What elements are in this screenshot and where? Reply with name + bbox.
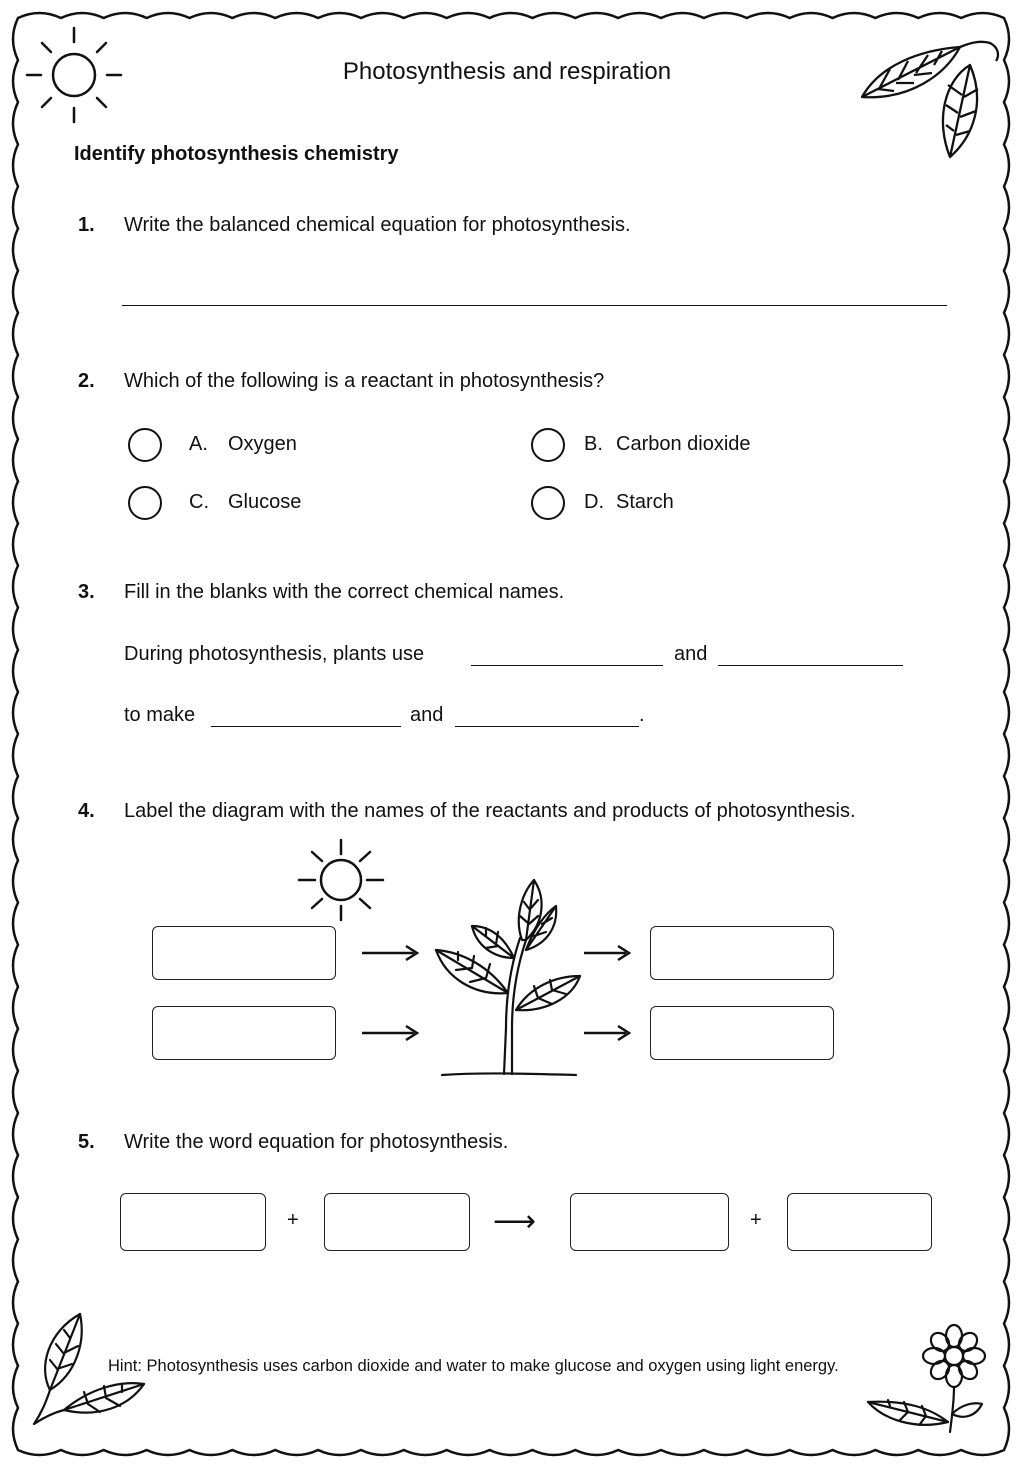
question-2-number: 2.: [78, 370, 95, 392]
diagram-product-box-1[interactable]: [650, 926, 834, 980]
arrow-icon: [582, 1023, 632, 1043]
diagram-reactant-box-2[interactable]: [152, 1006, 336, 1060]
leaves-icon: [28, 1312, 158, 1432]
answer-line[interactable]: [122, 305, 947, 306]
question-5-number: 5.: [78, 1131, 95, 1153]
blank-product-1[interactable]: [211, 726, 401, 727]
option-d-label: Starch: [616, 491, 674, 513]
question-3-number: 3.: [78, 581, 95, 603]
option-d-radio[interactable]: [531, 486, 565, 520]
blank-product-2[interactable]: [455, 726, 639, 727]
question-3-text: Fill in the blanks with the correct chemical names.: [124, 581, 565, 603]
arrow-icon: [360, 1023, 420, 1043]
diagram-sun-icon: [292, 836, 392, 926]
section-heading: Identify photosynthesis chemistry: [74, 143, 399, 165]
option-c-label: Glucose: [228, 491, 302, 513]
arrow-icon: [582, 943, 632, 963]
option-c-letter: C.: [189, 491, 209, 513]
option-a-radio[interactable]: [128, 428, 162, 462]
blank-reactant-1[interactable]: [471, 665, 663, 666]
plant-icon: [434, 878, 584, 1078]
hint-text: Hint: Photosynthesis uses carbon dioxide and water to make glucose and oxygen using light energy.: [108, 1357, 839, 1375]
equation-box-2[interactable]: [324, 1193, 470, 1251]
equation-box-1[interactable]: [120, 1193, 266, 1251]
question-4-text: Label the diagram with the names of the reactants and products of photosynthesis.: [124, 800, 856, 822]
option-a-letter: A.: [189, 433, 208, 455]
equation-box-3[interactable]: [570, 1193, 729, 1251]
question-4-number: 4.: [78, 800, 95, 822]
fill-and-2: and: [410, 704, 444, 726]
blank-reactant-2[interactable]: [718, 665, 903, 666]
flower-icon: [866, 1318, 986, 1438]
fill-period: .: [639, 704, 645, 726]
plus-sign: +: [750, 1209, 762, 1231]
page-title: Photosynthesis and respiration: [342, 58, 672, 85]
fill-sentence-part2: to make: [124, 704, 196, 726]
equation-arrow: ⟶: [493, 1205, 537, 1238]
option-c-radio[interactable]: [128, 486, 162, 520]
option-b-label: Carbon dioxide: [616, 433, 751, 455]
leaves-icon: [850, 25, 1010, 165]
option-b-letter: B.: [584, 433, 603, 455]
fill-sentence-part1: During photosynthesis, plants use: [124, 643, 425, 665]
arrow-icon: [360, 943, 420, 963]
option-d-letter: D.: [584, 491, 604, 513]
option-b-radio[interactable]: [531, 428, 565, 462]
diagram-reactant-box-1[interactable]: [152, 926, 336, 980]
equation-box-4[interactable]: [787, 1193, 932, 1251]
diagram-product-box-2[interactable]: [650, 1006, 834, 1060]
question-1-number: 1.: [78, 214, 95, 236]
question-5-text: Write the word equation for photosynthesis.: [124, 1131, 509, 1153]
option-a-label: Oxygen: [228, 433, 297, 455]
question-2-text: Which of the following is a reactant in photosynthesis?: [124, 370, 605, 392]
plus-sign: +: [287, 1209, 299, 1231]
fill-and-1: and: [674, 643, 708, 665]
question-1-text: Write the balanced chemical equation for photosynthesis.: [124, 214, 631, 236]
